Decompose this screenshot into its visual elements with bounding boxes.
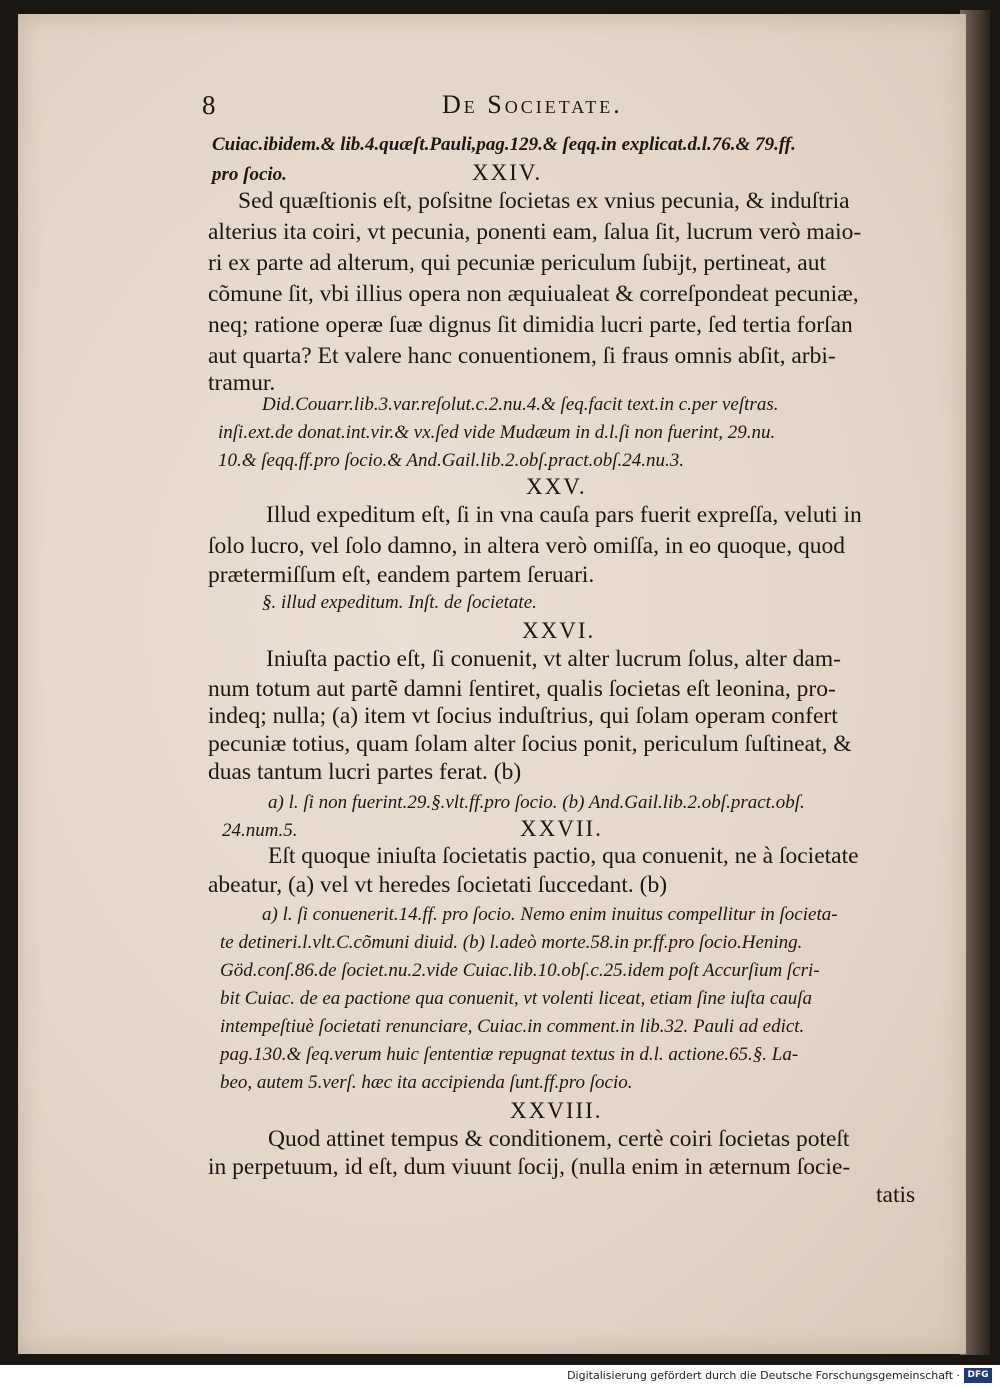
- note-line: inſi.ext.de donat.int.vir.& vx.ſed vide Mudæum in d.l.ſi non fuerint, 29.nu.: [218, 422, 776, 443]
- page-header: [202, 90, 702, 124]
- body-line: Sed quæſtionis eſt, poſsitne ſocietas ex vnius pecunia, & induſtria: [238, 188, 850, 214]
- dfg-logo-icon: DFG: [964, 1368, 992, 1383]
- note-line: pro ſocio.: [212, 164, 287, 185]
- body-line: Eſt quoque iniuſta ſocietatis pactio, qua conuenit, ne à ſocietate: [268, 843, 859, 869]
- note-line: Did.Couarr.lib.3.var.reſolut.c.2.nu.4.& ſeq.facit text.in c.per veſtras.: [262, 394, 779, 415]
- catchword: tatis: [876, 1182, 916, 1208]
- body-line: ri ex parte ad alterum, qui pecuniæ periculum ſubijt, pertineat, aut: [208, 250, 826, 276]
- body-line: duas tantum lucri partes ferat. (b): [208, 759, 522, 785]
- body-line: tramur.: [208, 370, 276, 396]
- note-line: bit Cuiac. de ea pactione qua conuenit, vt volenti liceat, etiam ſine iuſta cauſa: [220, 988, 813, 1009]
- note-line: 24.num.5.: [222, 820, 298, 841]
- body-line: neq; ratione operæ ſuæ dignus ſit dimidia lucri parte, ſed tertia forſan: [208, 312, 853, 338]
- body-line: in perpetuum, id eſt, dum viuunt ſocij, (nulla enim in æternum ſocie-: [208, 1154, 851, 1180]
- note-line: beo, autem 5.verſ. hæc ita accipienda ſunt.ff.pro ſocio.: [220, 1072, 633, 1093]
- note-line: a) l. ſi non fuerint.29.§.vlt.ff.pro ſocio. (b) And.Gail.lib.2.obſ.pract.obſ.: [268, 792, 805, 813]
- note-line: a) l. ſi conuenerit.14.ff. pro ſocio. Nemo enim inuitus compellitur in ſocieta-: [262, 904, 838, 925]
- body-line: alterius ita coiri, vt pecunia, ponenti eam, ſalua ſit, lucrum verò maio-: [208, 219, 862, 245]
- note-line: Göd.conſ.86.de ſociet.nu.2.vide Cuiac.lib.10.obſ.c.25.idem poſt Accurſium ſcri-: [220, 960, 820, 981]
- note-line: intempeſtiuè ſocietati renunciare, Cuiac.in comment.in lib.32. Pauli ad edict.: [220, 1016, 805, 1037]
- body-line: cõmune ſit, vbi illius opera non æquiualeat & correſpondeat pecuniæ,: [208, 281, 859, 307]
- body-line: num totum aut partẽ damni ſentiret, qualis ſocietas eſt leonina, pro-: [208, 676, 836, 702]
- body-line: Iniuſta pactio eſt, ſi conuenit, vt alter lucrum ſolus, alter dam-: [266, 646, 841, 672]
- note-line: 10.& ſeqq.ff.pro ſocio.& And.Gail.lib.2.obſ.pract.obſ.24.nu.3.: [218, 450, 685, 471]
- footer-credit: Digitalisierung gefördert durch die Deutsche Forschungsgemeinschaft ·: [567, 1369, 960, 1382]
- body-line: aut quarta? Et valere hanc conuentionem, ſi fraus omnis abſit, arbi-: [208, 343, 836, 369]
- body-line: prætermiſſum eſt, eandem partem ſeruari.: [208, 562, 595, 588]
- section-number: XXIV.: [472, 160, 543, 185]
- body-line: pecuniæ totius, quam ſolam alter ſocius ponit, periculum ſuſtineat, &: [208, 731, 852, 757]
- body-line: indeq; nulla; (a) item vt ſocius induſtrius, qui ſolam operam confert: [208, 703, 838, 729]
- body-line: abeatur, (a) vel vt heredes ſocietati ſuccedant. (b): [208, 872, 668, 898]
- section-number: XXVII.: [520, 816, 603, 841]
- page-number: 8: [202, 90, 216, 120]
- body-line: ſolo lucro, vel ſolo damno, in altera verò omiſſa, in eo quoque, quod: [208, 533, 845, 559]
- running-head: De Societate.: [442, 90, 623, 119]
- note-line: §. illud expeditum. Inſt. de ſocietate.: [262, 592, 537, 613]
- note-line: te detineri.l.vlt.C.cõmuni diuid. (b) l.adeò morte.58.in pr.ff.pro ſocio.Hening.: [220, 932, 803, 953]
- body-line: Illud expeditum eſt, ſi in vna cauſa pars fuerit expreſſa, veluti in: [266, 502, 862, 528]
- section-number: XXVIII.: [510, 1098, 603, 1123]
- section-number: XXVI.: [522, 618, 596, 643]
- digitization-footer: [0, 1365, 1000, 1387]
- note-line: pag.130.& ſeq.verum huic ſententiæ repugnat textus in d.l. actione.65.§. La-: [220, 1044, 799, 1065]
- note-line: Cuiac.ibidem.& lib.4.quæſt.Pauli,pag.129.& ſeqq.in explicat.d.l.76.& 79.ff.: [212, 134, 796, 155]
- body-line: Quod attinet tempus & conditionem, certè coiri ſocietas poteſt: [268, 1126, 850, 1152]
- section-number: XXV.: [526, 474, 587, 499]
